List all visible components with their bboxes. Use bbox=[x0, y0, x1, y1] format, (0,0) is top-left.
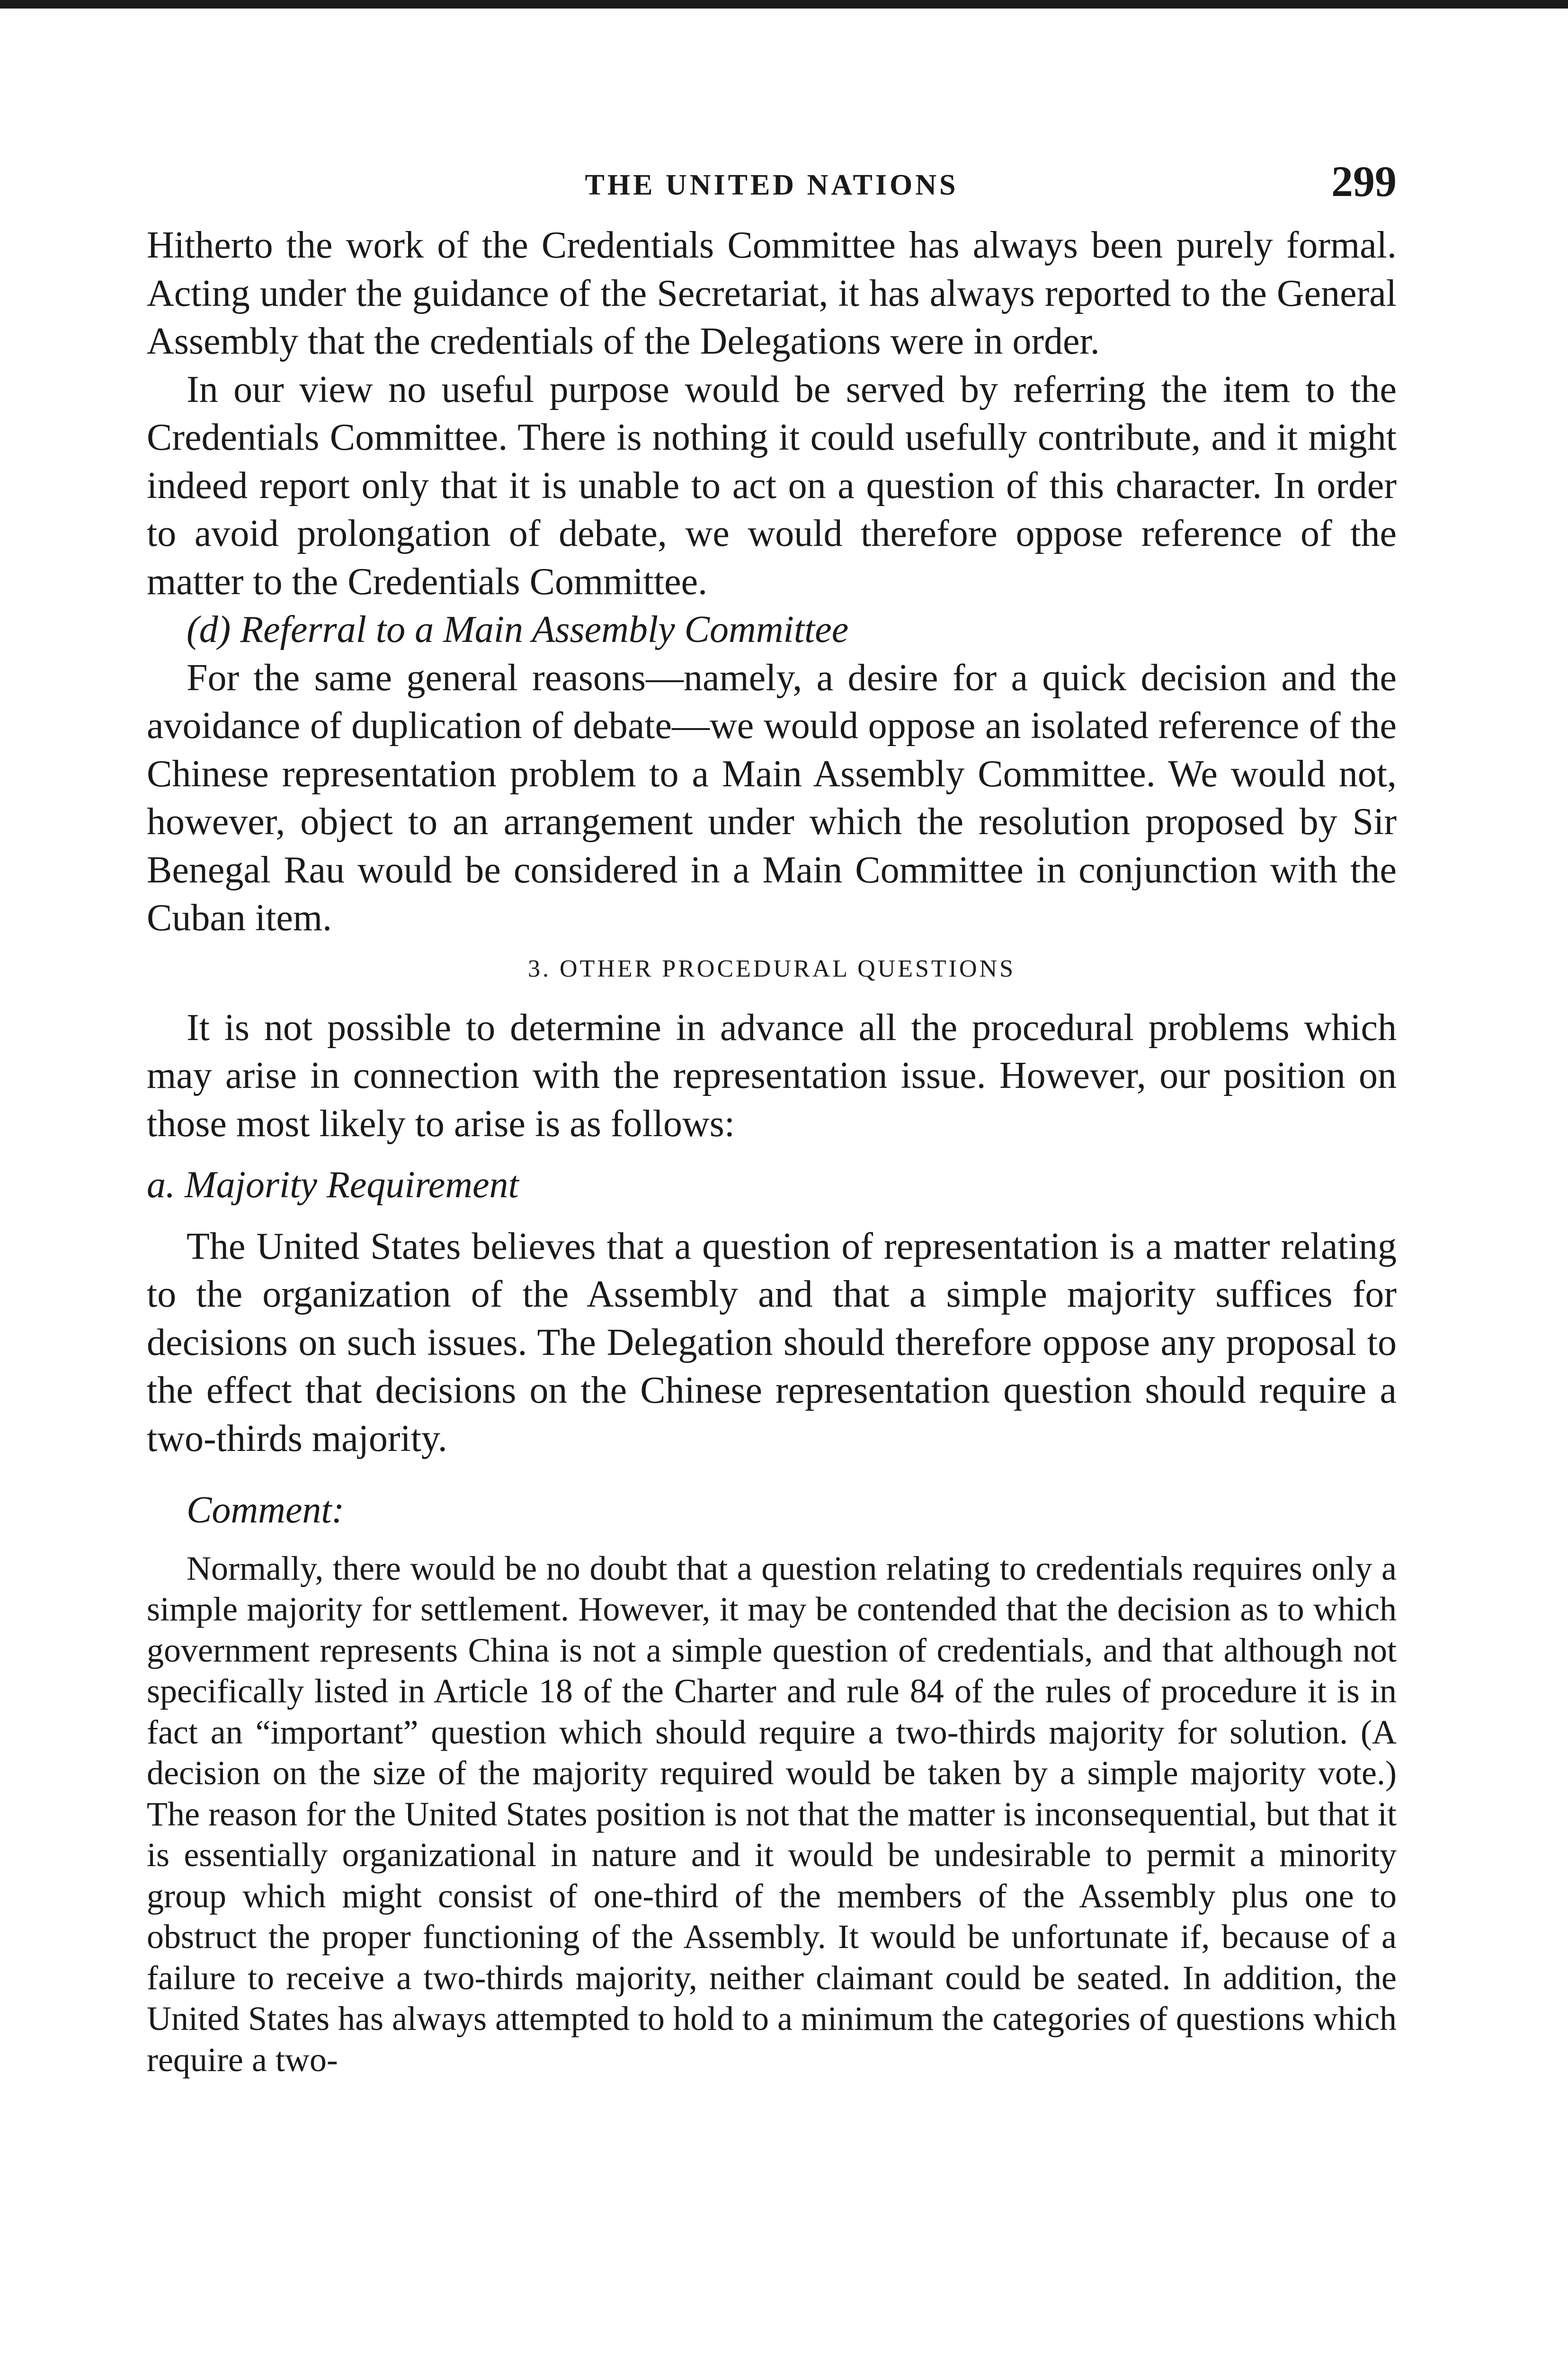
document-page bbox=[147, 156, 1397, 2080]
subheading-a-label: a. bbox=[147, 1164, 175, 1206]
subheading-a-title: Majority Requirement bbox=[185, 1164, 519, 1206]
subheading-d-label: (d) bbox=[187, 609, 231, 650]
running-title: THE UNITED NATIONS bbox=[585, 169, 959, 201]
comment-label: Comment: bbox=[187, 1489, 345, 1531]
top-edge-rule bbox=[0, 0, 1568, 9]
subheading-d-title: Referral to a Main Assembly Committee bbox=[240, 609, 849, 650]
section-heading-procedural-questions: 3. OTHER PROCEDURAL QUESTIONS bbox=[528, 955, 1016, 982]
page-number: 299 bbox=[1331, 157, 1397, 205]
paragraph-oppose-isolated-reference: For the same general reasons—namely, a desire for a quick decision and the avoidance of duplication of debate—we would oppose an isolated reference of the Chinese representation problem to a Main Assembly Committee. We would not, however, object to an arrangement under which the resolution proposed by Sir Benegal Rau would be considered in a Main Committee in conjunction with the Cuban item. bbox=[147, 657, 1397, 939]
paragraph-oppose-credentials-referral: In our view no useful purpose would be served by referring the item to the Credentials Committee. There is nothing it could usefully contribute, and it might indeed report only that it is unable to act on a question of this character. In order to avoid prolongation of debate, we would therefore oppose reference of the matter to the Credentials Committee. bbox=[147, 368, 1397, 603]
paragraph-comment-body: Normally, there would be no doubt that a question relating to credentials requires only a simple majority for settlement. However, it may be contended that the decision as to which government represents China is not a simple question of credentials, and that although not specifically listed in Article 18 of the Charter and rule 84 of the rules of procedure it is in fact an “important” question which should require a two-thirds majority for solution. (A decision on the size of the majority required would be taken by a simple majority vote.) The reason for the United States position is not that the matter is inconsequential, but that it is essentially organizational in nature and it would be undesirable to permit a minority group which might consist of one-third of the members of the Assembly plus one to obstruct the proper functioning of the Assembly. It would be unfortunate if, because of a failure to receive a two-thirds majority, neither claimant could be seated. In addition, the United States has always attempted to hold to a minimum the categories of questions which require a two- bbox=[147, 1549, 1397, 2079]
paragraph-procedural-problems: It is not possible to determine in advance all the procedural problems which may arise in connection with the representation issue. However, our position on those most likely to arise is as follows: bbox=[147, 1006, 1397, 1145]
paragraph-simple-majority: The United States believes that a question of representation is a matter relating to the organization of the Assembly and that a simple majority suffices for decisions on such issues. The Delegation should therefore oppose any proposal to the effect that decisions on the Chinese representation question should require a two-thirds majority. bbox=[147, 1225, 1397, 1459]
paragraph-credentials-formal: Hitherto the work of the Credentials Committee has always been purely formal. Acting under the guidance of the Secretariat, it has always reported to the General Assembly that the credentials of the Delegations were in order. bbox=[147, 224, 1397, 362]
subheading-majority-requirement bbox=[147, 1161, 1397, 1210]
running-header bbox=[147, 156, 1397, 208]
subheading-referral-main-committee bbox=[147, 606, 1397, 654]
